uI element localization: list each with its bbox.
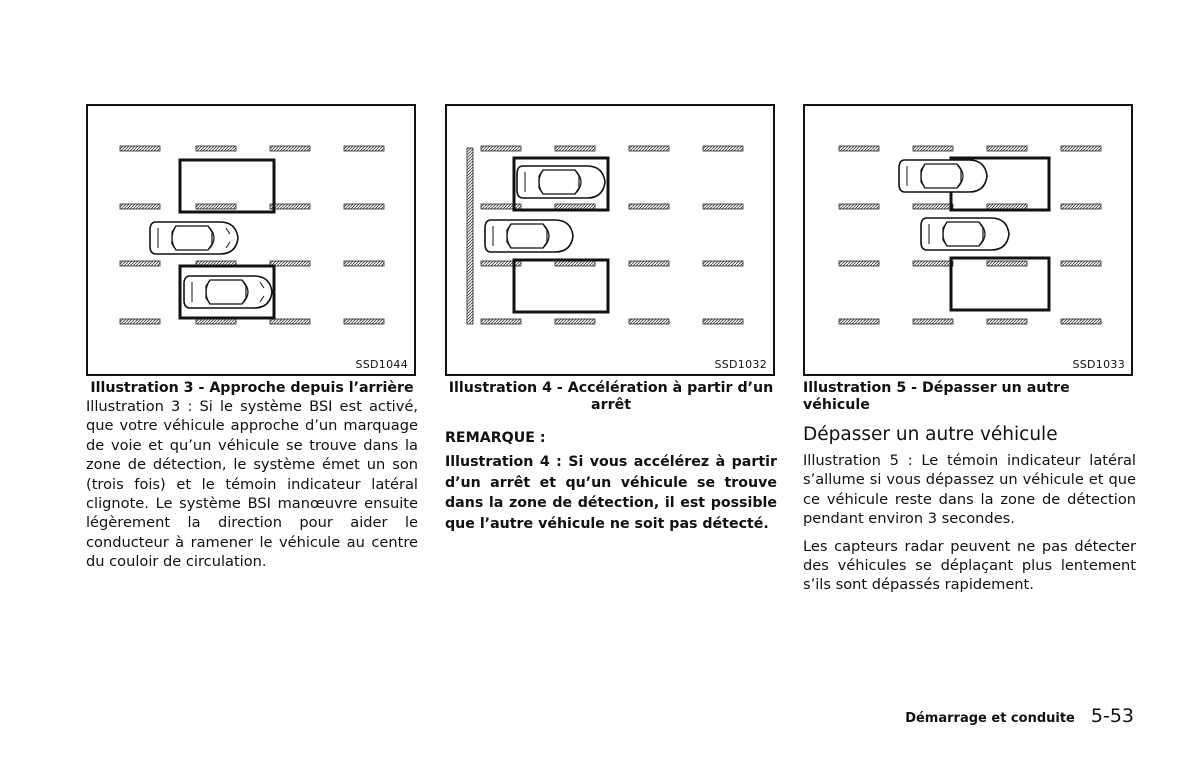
figure-illustration-5 [803,104,1133,376]
vehicle-adjacent [150,222,238,254]
paragraph-illustration-3: Illustration 3 : Si le système BSI est activé, que votre véhicule approche d’un marquage de voie et qu’un véhicule se trouve dans la zone de détection, le système émet un son (trois fois) et le témoin indicateur latéral clignote. Le système BSI manœuvre ensuite légèrement la direction pour aider le conducteur à ramener le véhicule au centre du couloir de circulation. [86,398,418,571]
vehicle-own [921,218,1009,250]
figure-code: SSD1044 [355,358,408,371]
paragraph-illustration-5: Illustration 5 : Le témoin indicateur latéral s’allume si vous dépassez un véhicule et que ce véhicule reste dans la zone de détection pendant environ 3 secondes. [803,452,1136,528]
note-heading: REMARQUE : [445,430,546,446]
lane-diagram-3 [88,106,414,374]
vehicle-adjacent [899,160,987,192]
figure-illustration-3 [86,104,416,376]
figure-illustration-4 [445,104,775,376]
column-3 [803,380,1136,595]
page-number: 5-53 [1090,705,1134,727]
paragraph-radar-sensors: Les capteurs radar peuvent ne pas détecter des véhicules se déplaçant plus lentement s’ils sont dépassés rapidement. [803,537,1136,594]
vehicle-own [184,276,272,308]
column-1 [86,380,418,572]
figure-code: SSD1033 [1072,358,1125,371]
vehicle-own [485,220,573,252]
figure-caption-5: Illustration 5 - Dépasser un autre véhicule [803,380,1070,413]
figure-code: SSD1032 [714,358,767,371]
lane-diagram-4 [447,106,773,374]
road-barrier [467,148,473,324]
column-2 [445,380,777,534]
detection-zone-lower [514,260,608,312]
note-text: Illustration 4 : Si vous accélérez à partir d’un arrêt et qu’un véhicule se trouve dans la zone de détection, il est possible que l’autre véhicule ne soit pas détecté. [445,454,777,532]
section-name: Démarrage et conduite [905,711,1075,726]
figure-caption-4: Illustration 4 - Accélération à partir d’un arrêt [448,380,774,413]
page-footer [905,705,1134,727]
section-heading: Dépasser un autre véhicule [803,424,1058,445]
vehicle-adjacent [517,166,605,198]
lane-diagram-5 [805,106,1131,374]
figure-caption-3: Illustration 3 - Approche depuis l’arrière [90,380,414,396]
